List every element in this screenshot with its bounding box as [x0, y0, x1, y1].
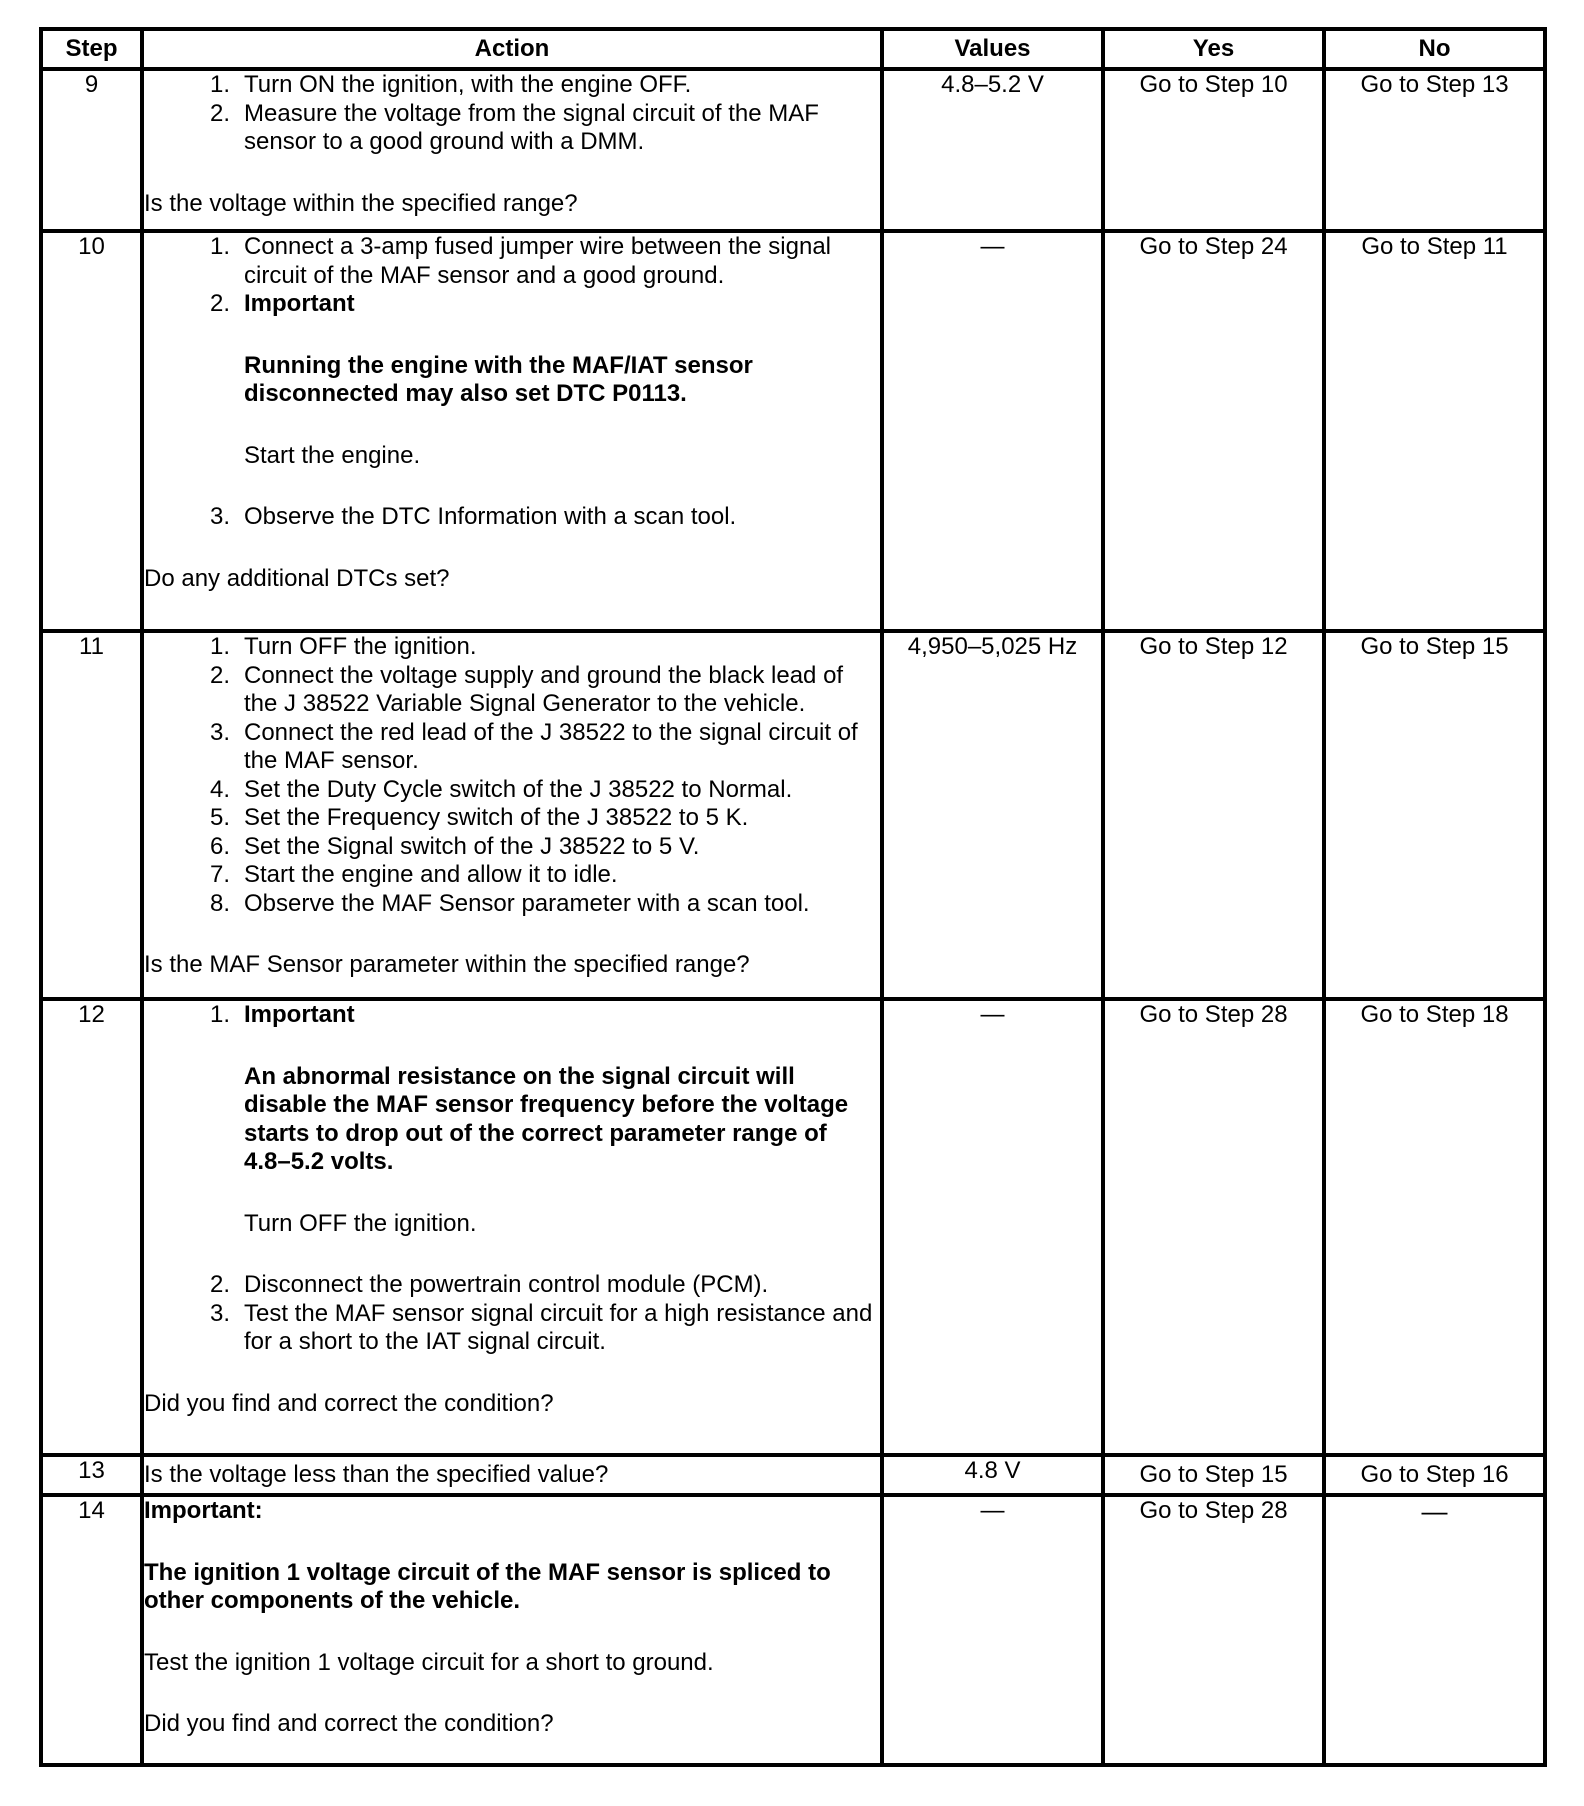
- item-number: 3.: [209, 503, 230, 530]
- no-cell: Go to Step 15: [1324, 631, 1545, 999]
- list-item: [144, 233, 880, 290]
- values-cell: —: [882, 1495, 1103, 1765]
- list-item: [144, 890, 880, 919]
- item-text: Observe the DTC Information with a scan tool.: [244, 503, 737, 530]
- item-number: 2.: [209, 661, 230, 689]
- list-item: [144, 662, 880, 719]
- item-text: Set the Frequency switch of the J 38522 to 5 K.: [244, 804, 749, 831]
- item-number: 8.: [209, 889, 230, 917]
- item-text: Start the engine.: [244, 441, 421, 469]
- item-number: 1.: [209, 233, 230, 260]
- item-text: Measure the voltage from the signal circuit of the MAF sensor to a good ground with a DMM.: [244, 99, 819, 155]
- action-cell: [142, 231, 882, 631]
- no-cell: Go to Step 11: [1324, 231, 1545, 631]
- list-item: [144, 833, 880, 862]
- values-cell: 4.8 V: [882, 1455, 1103, 1495]
- header-no: No: [1324, 29, 1545, 69]
- list-item: [144, 804, 880, 833]
- table-row: [41, 631, 1545, 999]
- table-row: [41, 69, 1545, 231]
- list-item: [144, 776, 880, 805]
- item-number: 2.: [209, 1271, 230, 1298]
- action-cell: [142, 631, 882, 999]
- yes-cell: Go to Step 15: [1103, 1455, 1324, 1495]
- yes-cell: Go to Step 24: [1103, 231, 1324, 631]
- important-note: The ignition 1 voltage circuit of the MAF sensor is spliced to other components of the vehicle.: [144, 1558, 831, 1614]
- question-text: Did you find and correct the condition?: [144, 1389, 554, 1417]
- table-row: [41, 231, 1545, 631]
- action-cell: [142, 69, 882, 231]
- yes-cell: Go to Step 28: [1103, 1495, 1324, 1765]
- table-row: [41, 1455, 1545, 1495]
- list-item: [144, 100, 880, 157]
- action-cell: [142, 999, 882, 1455]
- list-item: [144, 1271, 880, 1300]
- values-cell: 4.8–5.2 V: [882, 69, 1103, 231]
- item-text: Test the MAF sensor signal circuit for a high resistance and for a short to the IAT signal circuit.: [244, 1299, 873, 1355]
- list-item: [144, 290, 880, 319]
- item-number: 2.: [209, 290, 230, 317]
- header-yes: Yes: [1103, 29, 1324, 69]
- step-number: 12: [41, 999, 142, 1455]
- item-number: 6.: [209, 832, 230, 860]
- yes-cell: Go to Step 10: [1103, 69, 1324, 231]
- list-item: [144, 1300, 880, 1357]
- header-step: Step: [41, 29, 142, 69]
- item-text: Connect a 3-amp fused jumper wire between the signal circuit of the MAF sensor and a good ground.: [244, 233, 831, 289]
- item-text: Connect the voltage supply and ground the black lead of the J 38522 Variable Signal Generator to the vehicle.: [244, 661, 844, 717]
- action-cell: [142, 1455, 882, 1495]
- item-text: Disconnect the powertrain control module (PCM).: [244, 1271, 769, 1298]
- list-item: [144, 71, 880, 100]
- item-text: Set the Duty Cycle switch of the J 38522 to Normal.: [244, 775, 793, 803]
- question-text: Do any additional DTCs set?: [144, 564, 450, 592]
- item-text: Start the engine and allow it to idle.: [244, 861, 618, 888]
- no-cell: Go to Step 18: [1324, 999, 1545, 1455]
- values-cell: 4,950–5,025 Hz: [882, 631, 1103, 999]
- item-text: Test the ignition 1 voltage circuit for a short to ground.: [144, 1648, 714, 1676]
- important-note: An abnormal resistance on the signal circuit will disable the MAF sensor frequency before the voltage starts to drop out of the correct parameter range of 4.8–5.2 volts.: [244, 1062, 849, 1175]
- item-number: 1.: [209, 1001, 230, 1028]
- question-text: Is the voltage within the specified range?: [144, 189, 578, 217]
- no-cell: Go to Step 16: [1324, 1455, 1545, 1495]
- important-title: Important:: [144, 1497, 263, 1524]
- item-text: Connect the red lead of the J 38522 to the signal circuit of the MAF sensor.: [244, 718, 858, 774]
- diagnostic-table: [39, 27, 1547, 1767]
- important-title: Important: [244, 290, 355, 317]
- item-text: Turn ON the ignition, with the engine OFF.: [244, 71, 692, 98]
- list-item: [144, 1001, 880, 1030]
- item-number: 3.: [209, 718, 230, 746]
- item-text: Observe the MAF Sensor parameter with a scan tool.: [244, 889, 810, 917]
- step-number: 10: [41, 231, 142, 631]
- step-number: 14: [41, 1495, 142, 1765]
- item-number: 2.: [209, 99, 230, 127]
- table-row: [41, 1495, 1545, 1765]
- question-text: Did you find and correct the condition?: [144, 1710, 554, 1737]
- list-item: [144, 861, 880, 890]
- item-number: 3.: [209, 1299, 230, 1327]
- question-text: Is the voltage less than the specified value?: [144, 1460, 609, 1488]
- no-cell: Go to Step 13: [1324, 69, 1545, 231]
- step-number: 9: [41, 69, 142, 231]
- values-cell: —: [882, 999, 1103, 1455]
- item-text: Turn OFF the ignition.: [244, 1209, 477, 1237]
- item-number: 7.: [209, 861, 230, 888]
- list-item: [144, 503, 880, 532]
- list-item: [144, 719, 880, 776]
- question-text: Is the MAF Sensor parameter within the specified range?: [144, 951, 750, 978]
- important-note: Running the engine with the MAF/IAT sensor disconnected may also set DTC P0113.: [244, 351, 753, 407]
- values-cell: —: [882, 231, 1103, 631]
- list-item: [144, 633, 880, 662]
- step-number: 13: [41, 1455, 142, 1495]
- item-text: Set the Signal switch of the J 38522 to 5 V.: [244, 832, 700, 860]
- step-number: 11: [41, 631, 142, 999]
- yes-cell: Go to Step 12: [1103, 631, 1324, 999]
- table-row: [41, 999, 1545, 1455]
- item-number: 1.: [209, 633, 230, 660]
- important-title: Important: [244, 1001, 355, 1028]
- action-cell: [142, 1495, 882, 1765]
- yes-cell: Go to Step 28: [1103, 999, 1324, 1455]
- header-values: Values: [882, 29, 1103, 69]
- header-action: Action: [142, 29, 882, 69]
- item-text: Turn OFF the ignition.: [244, 633, 477, 660]
- item-number: 1.: [209, 71, 230, 98]
- header-row: [41, 29, 1545, 69]
- item-number: 5.: [209, 804, 230, 831]
- item-number: 4.: [209, 775, 230, 803]
- no-cell: —: [1324, 1495, 1545, 1765]
